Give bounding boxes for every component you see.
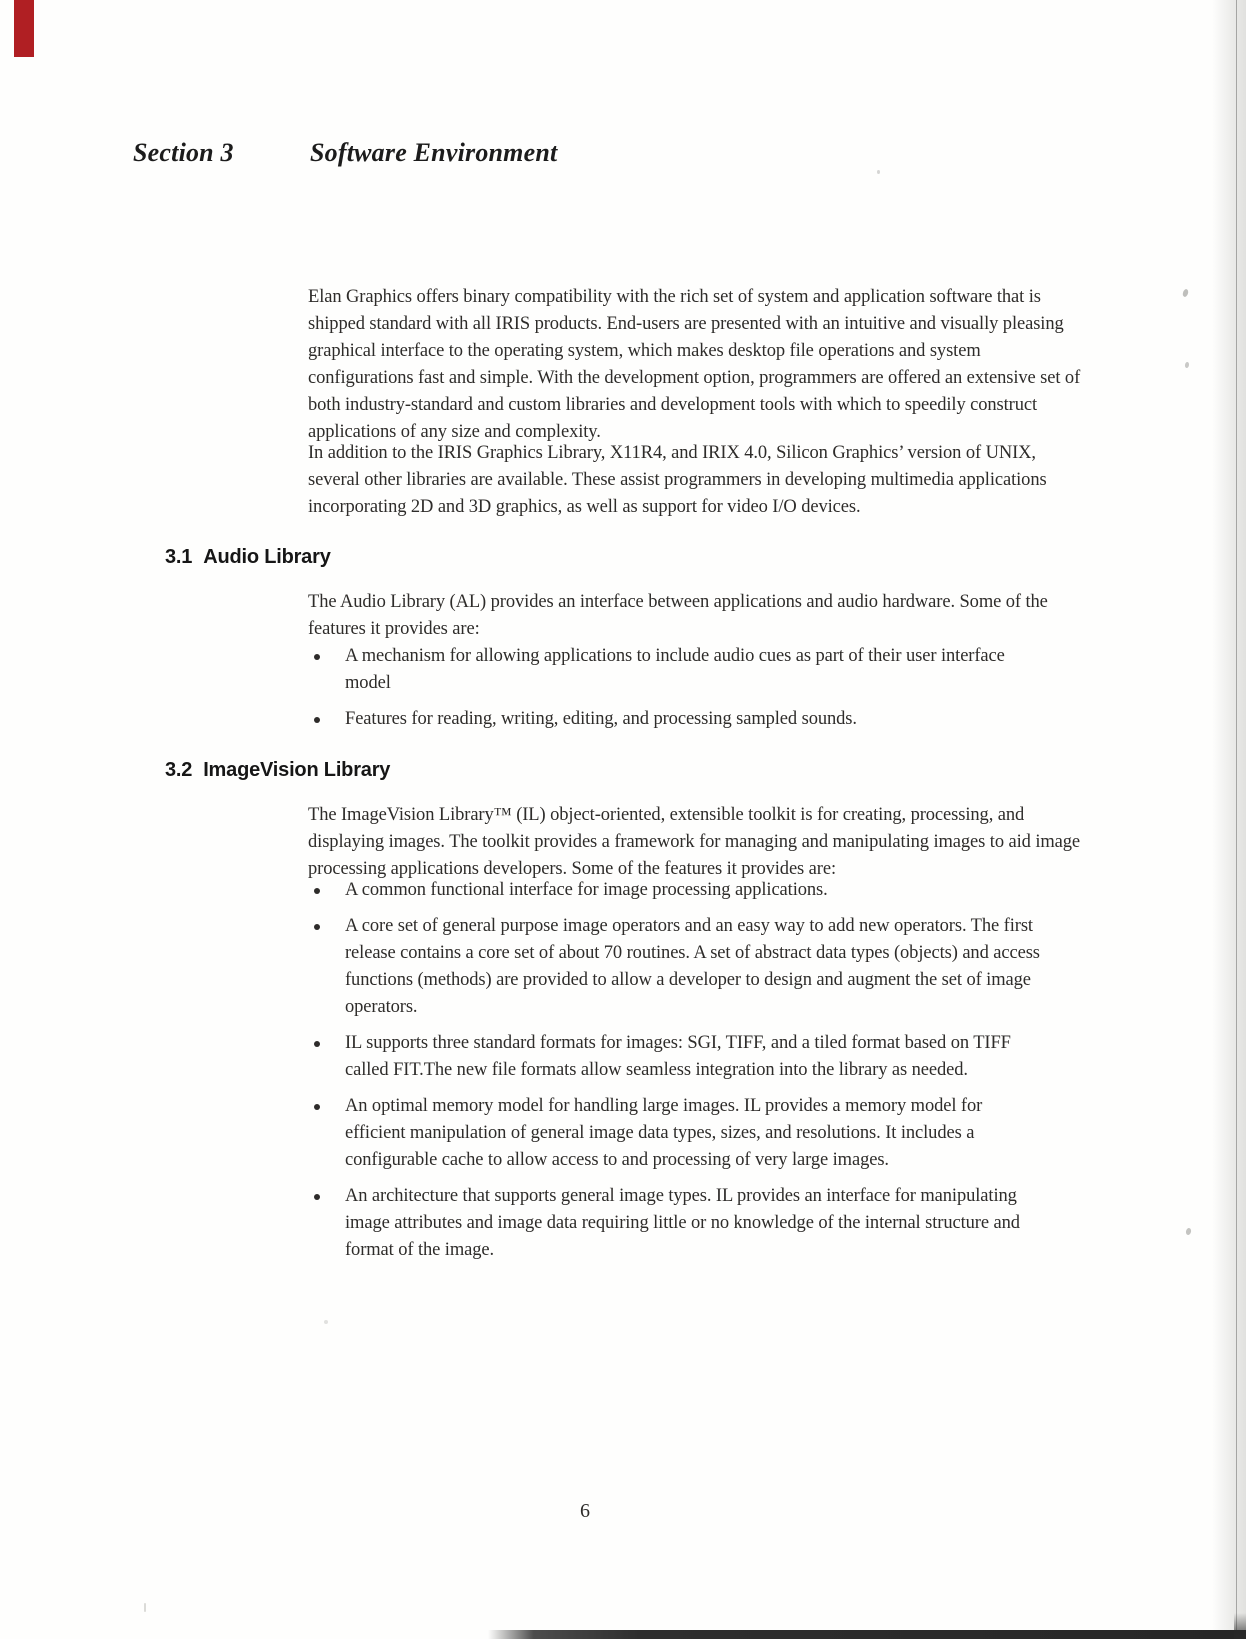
heading-number: 3.2 <box>165 759 193 781</box>
intro-paragraph-1: Elan Graphics offers binary compatibility with the rich set of system and application software that is shipped standard with all IRIS products. End-users are presented with an intuitive and visually pleasing graphical interface to the operating system, which makes desktop file operations and system configurations fast and simple. With the development option, programmers are offered an extensive set of both industry-standard and custom libraries and development tools with which to speedily construct applications of any size and complexity. <box>308 287 1081 442</box>
heading-imagevision-library <box>165 759 390 782</box>
page-title: Software Environment <box>310 138 558 167</box>
audio-library-bullet-list <box>308 643 1041 742</box>
page-right-edge-shading <box>1212 0 1246 1639</box>
scan-artifact <box>1182 288 1189 297</box>
bullet-text: An optimal memory model for handling large images. IL provides a memory model for efficient manipulation of general image data types, sizes, and resolutions. It includes a configurable cache to allow access to and processing of very large images. <box>345 1096 983 1170</box>
imagevision-library-bullet-list <box>308 877 1041 1273</box>
heading-audio-library <box>165 546 331 569</box>
scan-artifact <box>324 1320 328 1324</box>
bullet-dot <box>314 1104 320 1110</box>
list-item <box>308 1093 1041 1174</box>
list-item <box>308 913 1041 1021</box>
scan-artifact <box>144 1603 146 1612</box>
list-item <box>308 1030 1041 1084</box>
bullet-text: An architecture that supports general image types. IL provides an interface for manipulating image attributes and image data requiring little or no knowledge of the internal structure and format of the image. <box>345 1186 1020 1260</box>
bullet-dot <box>314 888 320 894</box>
heading-number: 3.1 <box>165 546 193 568</box>
list-item <box>308 706 1041 733</box>
imagevision-library-intro: The ImageVision Library™ (IL) object-oriented, extensible toolkit is for creating, processing, and displaying images. The toolkit provides a framework for managing and manipulating images to aid image processing applications developers. Some of the features it provides are: <box>308 805 1081 879</box>
section-label: Section 3 <box>133 138 234 167</box>
bullet-text: A mechanism for allowing applications to include audio cues as part of their user interface model <box>345 646 1005 693</box>
bullet-dot <box>314 1194 320 1200</box>
red-tab-mark <box>14 0 34 57</box>
bullet-dot <box>314 1041 320 1047</box>
page-number: 6 <box>580 1500 590 1522</box>
heading-title: ImageVision Library <box>203 759 391 781</box>
bullet-text: Features for reading, writing, editing, and processing sampled sounds. <box>345 709 857 729</box>
scan-artifact <box>1185 362 1190 369</box>
heading-title: Audio Library <box>203 546 331 568</box>
bottom-scan-bar <box>488 1630 1246 1639</box>
page-right-edge-line <box>1236 0 1237 1639</box>
scan-artifact <box>1185 1227 1192 1235</box>
list-item <box>308 643 1041 697</box>
list-item <box>308 877 1041 904</box>
bullet-dot <box>314 717 320 723</box>
bullet-text: A common functional interface for image processing applications. <box>345 880 828 900</box>
section-header <box>0 138 1246 172</box>
bullet-text: A core set of general purpose image operators and an easy way to add new operators. The first release contains a core set of about 70 routines. A set of abstract data types (objects) and access functions (methods) are provided to allow a developer to design and augment the set of image operators. <box>345 916 1040 1017</box>
bullet-dot <box>314 924 320 930</box>
bullet-dot <box>314 654 320 660</box>
intro-paragraph-2: In addition to the IRIS Graphics Library, X11R4, and IRIX 4.0, Silicon Graphics’ version of UNIX, several other libraries are available. These assist programmers in developing multimedia applications incorporating 2D and 3D graphics, as well as support for video I/O devices. <box>308 443 1047 517</box>
list-item <box>308 1183 1041 1264</box>
bullet-text: IL supports three standard formats for images: SGI, TIFF, and a tiled format based on TIFF called FIT.The new file formats allow seamless integration into the library as needed. <box>345 1033 1011 1080</box>
bottom-right-corner-shadow <box>1234 1613 1246 1639</box>
audio-library-intro: The Audio Library (AL) provides an interface between applications and audio hardware. Some of the features it provides are: <box>308 592 1048 639</box>
